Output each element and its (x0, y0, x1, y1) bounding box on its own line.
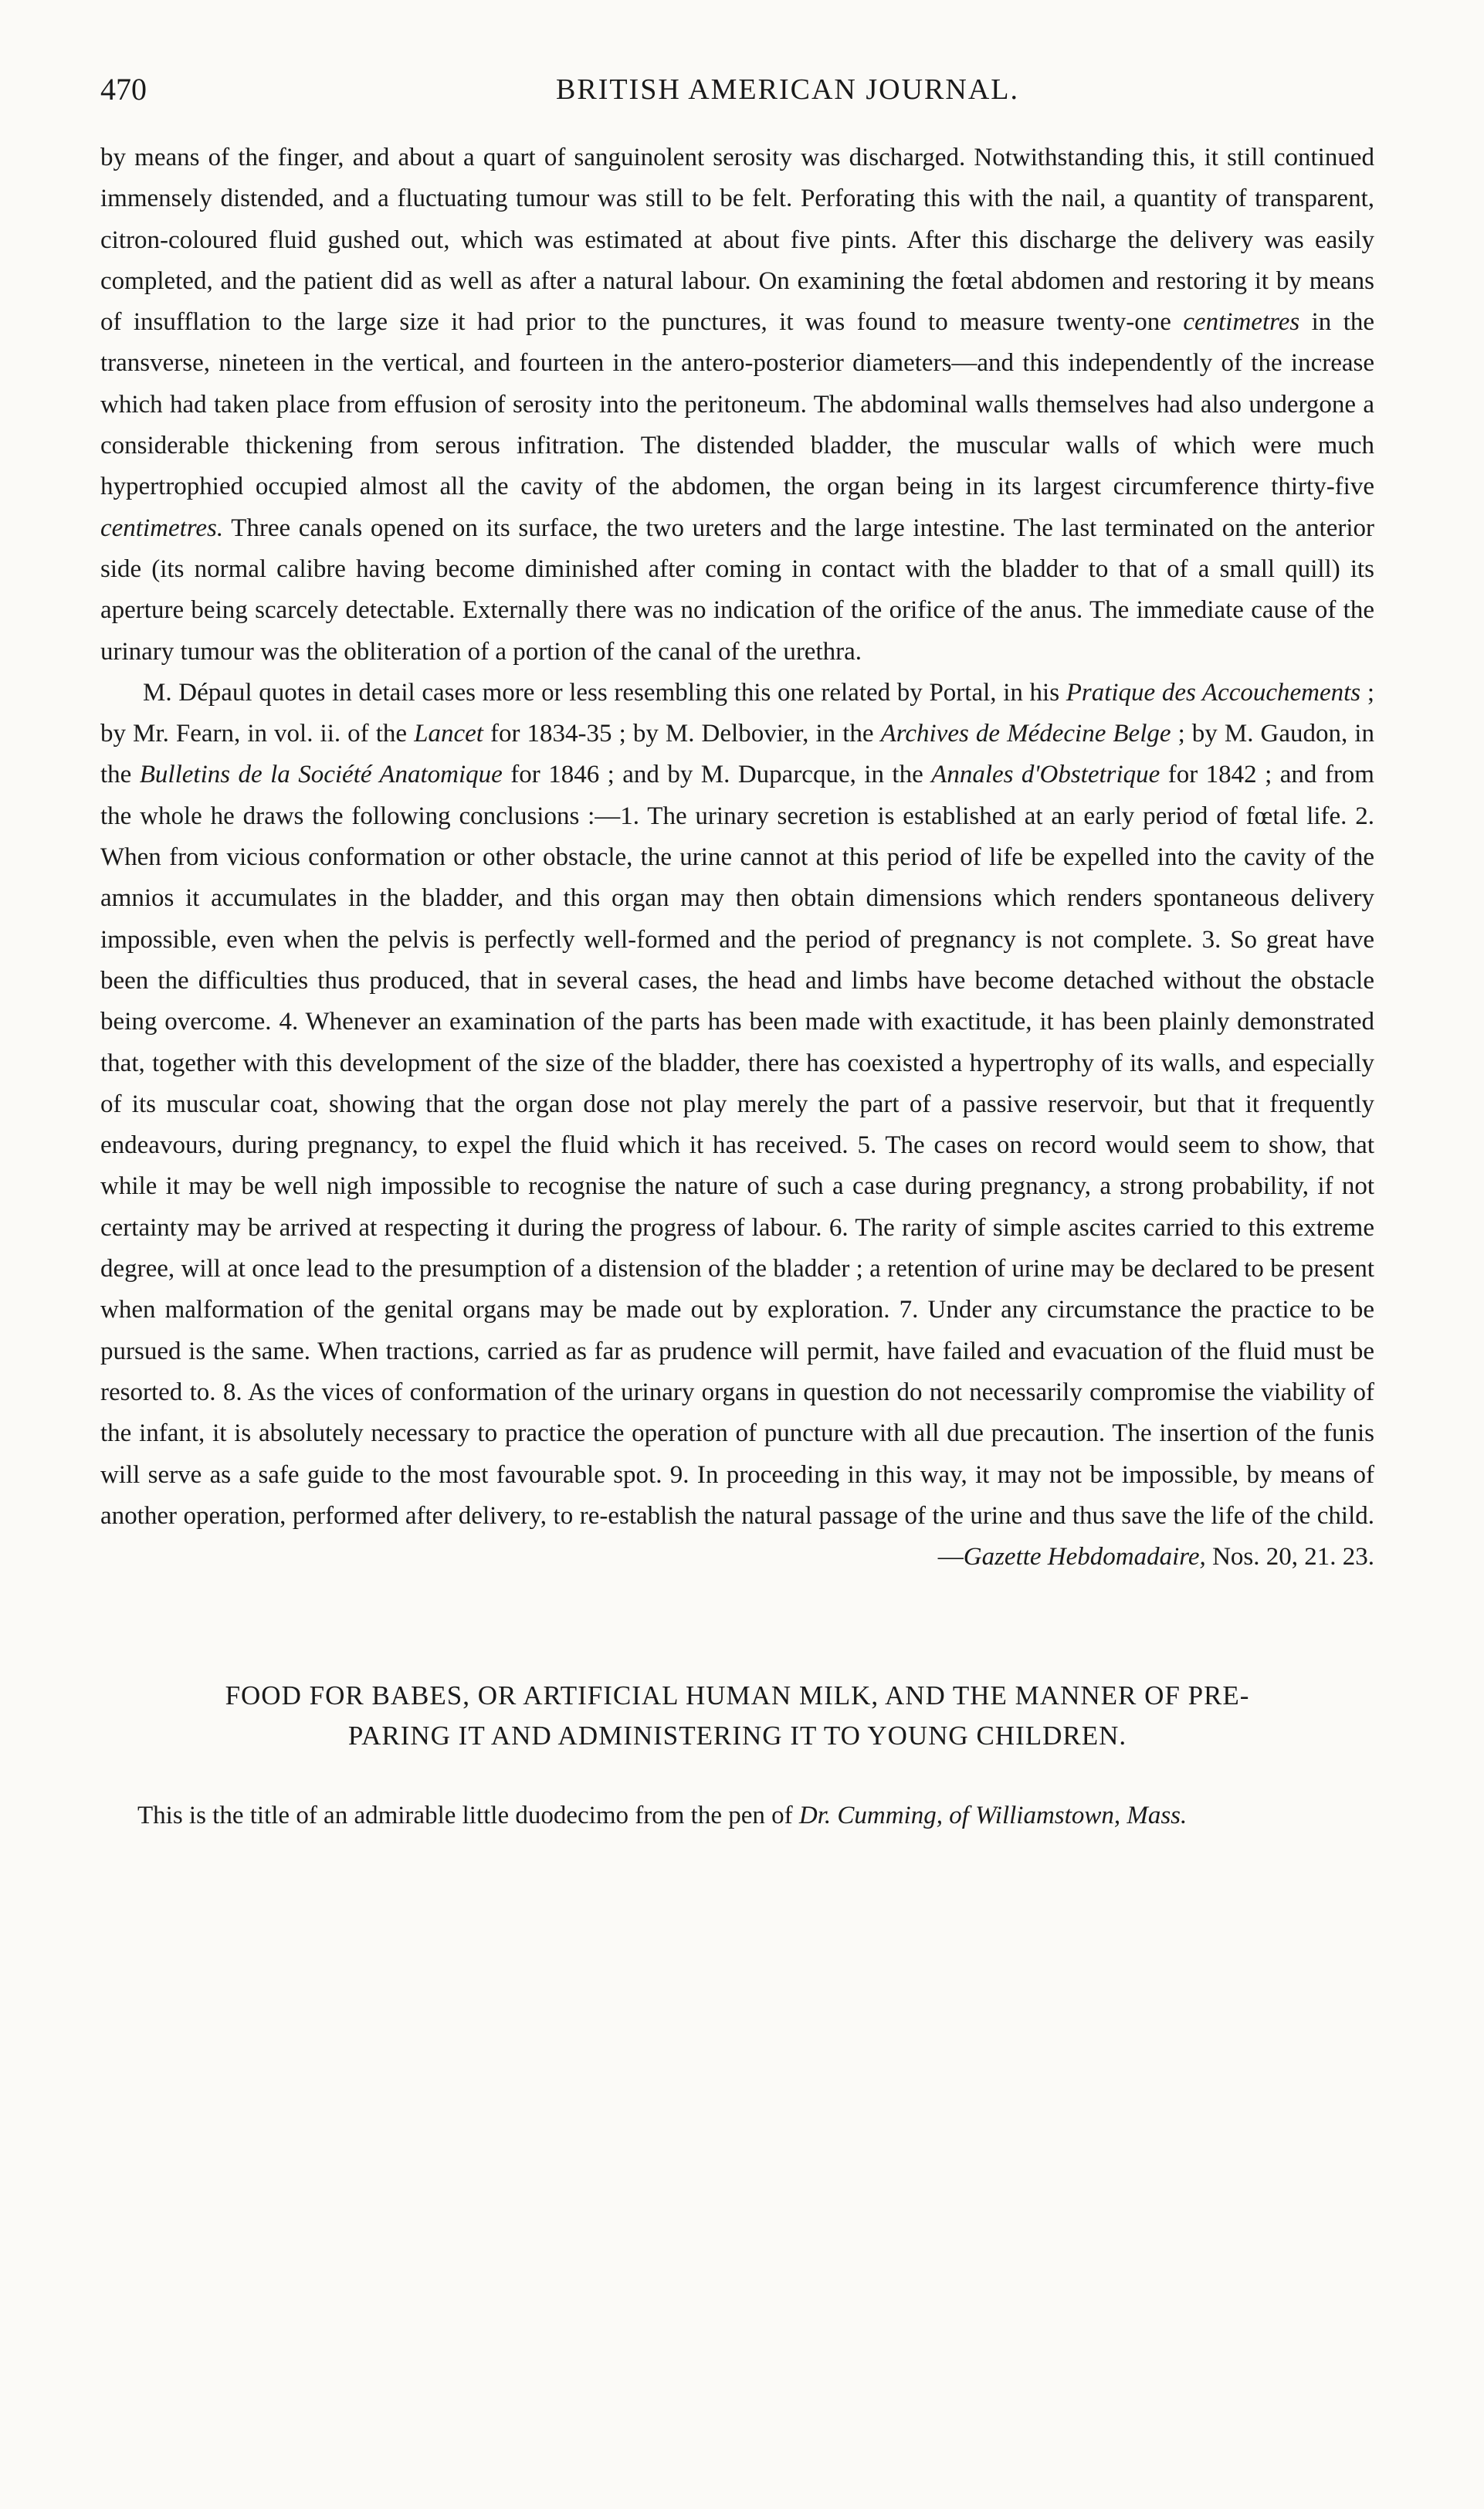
page-header (100, 68, 1374, 114)
article-title (100, 1676, 1374, 1756)
paragraph-conclusions: M. Dépaul quotes in detail cases more or less resembling this one related by Portal, in his Pratique des Accouchements ; by Mr. Fearn, in vol. ii. of the Lancet for 1834-35 ; by M. Delbovier, in the Archives de Médecine Belge ; by M. Gaudon, in the Bulletins de la Société Anatomique for 1846 ; and by M. Duparcque, in the Annales d'Obstetrique for 1842 ; and from the whole he draws the following conclusions :—1. The urinary secretion is established at an early period of fœtal life. 2. When from vicious conformation or other obstacle, the urine cannot at this period of life be expelled into the cavity of the amnios it accumulates in the bladder, and this organ may then obtain dimensions which renders spontaneous delivery impossible, even when the pelvis is perfectly well-formed and the period of pregnancy is not complete. 3. So great have been the difficulties thus produced, that in several cases, the head and limbs have become detached without the obstacle being overcome. 4. Whenever an examination of the parts has been made with exactitude, it has been plainly demonstrated that, together with this development of the size of the bladder, there has coexisted a hypertrophy of its walls, and especially of its muscular coat, showing that the organ dose not play merely the part of a passive reservoir, but that it frequently endeavours, during pregnancy, to expel the fluid which it has received. 5. The cases on record would seem to show, that while it may be well nigh impossible to recognise the nature of such a case during pregnancy, a strong probability, if not certainty may be arrived at respecting it during the progress of labour. 6. The rarity of simple ascites carried to this extreme degree, will at once lead to the presumption of a distension of the bladder ; a retention of urine may be declared to be present when malformation of the genital organs may be made out by exploration. 7. Under any circumstance the practice to be pursued is the same. When tractions, carried as far as prudence will permit, have failed and evacuation of the fluid must be resorted to. 8. As the vices of conformation of the urinary organs in question do not necessarily compromise the viability of the infant, it is absolutely necessary to practice the operation of puncture with all due precaution. The insertion of the funis will serve as a safe guide to the most favourable spot. 9. In proceeding in this way, it may not be impossible, by means of another operation, performed after delivery, to re-establish the natural passage of the urine and thus save the life of the child.—Gazette Hebdomadaire, Nos. 20, 21. 23. (100, 678, 1374, 1572)
source-citation: Gazette Hebdomadaire, (963, 1543, 1206, 1572)
article-title-line-1: FOOD FOR BABES, OR ARTIFICIAL HUMAN MILK, AND THE MANNER OF PRE- (225, 1680, 1250, 1711)
article-body (100, 137, 1374, 1578)
paragraph-case-report: by means of the finger, and about a quart of sanguinolent serosity was discharged. Notwithstanding this, it still continued immensely distended, and a fluctuating tumour was still to be felt. Perforating this with the nail, a quantity of transparent, citron-coloured fluid gushed out, which was estimated at about five pints. After this discharge the delivery was easily completed, and the patient did as well as after a natural labour. On examining the fœtal abdomen and restoring it by means of insufflation to the large size it had prior to the punctures, it was found to measure twenty-one centimetres in the transverse, nineteen in the vertical, and fourteen in the antero-posterior diameters—and this independently of the increase which had taken place from effusion of serosity into the peritoneum. The abdominal walls themselves had also undergone a considerable thickening from serous infitration. The distended bladder, the muscular walls of which were much hypertrophied occupied almost all the cavity of the abdomen, the organ being in its largest circumference thirty-five centimetres. Three canals opened on its surface, the two ureters and the large intestine. The last terminated on the anterior side (its normal calibre having become diminished after coming in contact with the bladder to that of a small quill) its aperture being scarcely detectable. Externally there was no indication of the orifice of the anus. The immediate cause of the urinary tumour was the obliteration of a portion of the canal of the urethra. (100, 144, 1375, 666)
running-title: BRITISH AMERICAN JOURNAL. (556, 73, 1019, 106)
page-number: 470 (100, 72, 147, 107)
article-intro: This is the title of an admirable little duodecimo from the pen of Dr. Cumming, of Williamstown, Mass. (137, 1802, 1188, 1829)
article-title-line-2: PARING IT AND ADMINISTERING IT TO YOUNG CHILDREN. (347, 1721, 1127, 1751)
author-name: Dr. Cumming, of Williamstown, Mass. (798, 1802, 1188, 1829)
